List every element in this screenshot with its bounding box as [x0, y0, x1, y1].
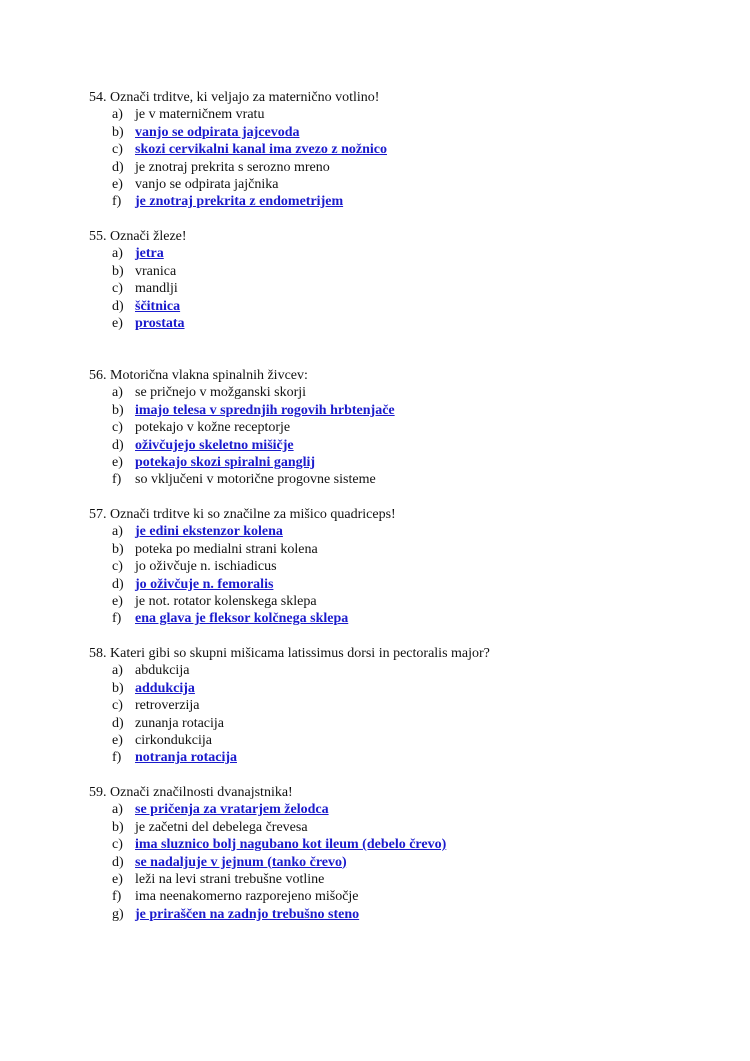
answer-option	[89, 871, 709, 888]
option-text: poteka po medialni strani kolena	[135, 541, 318, 557]
option-letter: a)	[112, 107, 123, 123]
question-block	[89, 89, 709, 211]
answer-option	[89, 471, 709, 488]
answer-option	[89, 419, 709, 436]
option-letter: a)	[112, 385, 123, 401]
option-letter: g)	[112, 906, 124, 922]
option-letter: d)	[112, 576, 124, 592]
option-text: retroverzija	[135, 698, 200, 714]
option-text: vanjo se odpirata jajčnika	[135, 176, 279, 192]
question-text: 59. Označi značilnosti dvanajstnika!	[89, 785, 293, 800]
option-letter: f)	[112, 472, 122, 488]
option-letter: d)	[112, 437, 124, 453]
option-letter: a)	[112, 246, 123, 262]
answer-option	[89, 263, 709, 280]
option-text: leži na levi strani trebušne votline	[135, 871, 325, 887]
answer-option-correct	[89, 801, 709, 818]
option-text: ima sluznico bolj nagubano kot ileum (debelo črevo)	[135, 837, 447, 853]
option-text: oživčujejo skeletno mišičje	[135, 437, 294, 453]
option-text: potekajo v kožne receptorje	[135, 420, 291, 436]
question-text: 55. Označi žleze!	[89, 229, 187, 244]
answer-option	[89, 159, 709, 176]
option-letter: c)	[112, 837, 123, 853]
option-text: je znotraj prekrita s serozno mreno	[135, 159, 330, 175]
option-text: je not. rotator kolenskega sklepa	[135, 593, 317, 609]
option-text: imajo telesa v sprednjih rogovih hrbtenjače	[135, 402, 395, 418]
option-letter: f)	[112, 194, 122, 210]
answer-option	[89, 819, 709, 836]
option-text: jo oživčuje n. ischiadicus	[135, 559, 277, 575]
answer-option	[89, 558, 709, 575]
option-letter: a)	[112, 663, 123, 679]
question-block	[89, 506, 709, 628]
answer-option-correct	[89, 523, 709, 540]
answer-option-correct	[89, 906, 709, 923]
option-text: je znotraj prekrita z endometrijem	[135, 194, 344, 210]
question-text: 56. Motorična vlakna spinalnih živcev:	[89, 368, 308, 383]
option-text: skozi cervikalni kanal ima zvezo z nožnico	[135, 142, 387, 158]
option-text: zunanja rotacija	[135, 715, 225, 731]
option-text: mandlji	[135, 281, 178, 297]
option-letter: e)	[112, 176, 123, 192]
answer-option-correct	[89, 454, 709, 471]
option-text: je začetni del debelega črevesa	[135, 819, 308, 835]
answer-option-correct	[89, 576, 709, 593]
option-text: ena glava je fleksor kolčnega sklepa	[135, 611, 349, 627]
answer-option-correct	[89, 610, 709, 627]
answer-option	[89, 176, 709, 193]
option-text: jetra	[135, 246, 164, 262]
option-letter: b)	[112, 402, 124, 418]
option-text: abdukcija	[135, 663, 190, 679]
question-text: 58. Kateri gibi so skupni mišicama latissimus dorsi in pectoralis major?	[89, 646, 490, 661]
answer-option	[89, 888, 709, 905]
answer-option	[89, 280, 709, 297]
option-letter: a)	[112, 802, 123, 818]
option-text: se pričnejo v možganski skorji	[135, 385, 307, 401]
option-letter: b)	[112, 541, 124, 557]
question-block	[89, 367, 709, 489]
answer-option	[89, 106, 709, 123]
answer-option-correct	[89, 836, 709, 853]
answer-option-correct	[89, 680, 709, 697]
answer-option-correct	[89, 298, 709, 315]
answer-option-correct	[89, 402, 709, 419]
option-text: je v materničnem vratu	[135, 107, 265, 123]
answer-option	[89, 715, 709, 732]
option-letter: d)	[112, 854, 124, 870]
option-text: jo oživčuje n. femoralis	[135, 576, 274, 592]
option-text: so vključeni v motorične progovne sisteme	[135, 472, 376, 488]
question-block	[89, 784, 709, 923]
question-block	[89, 228, 709, 332]
option-text: cirkondukcija	[135, 732, 212, 748]
option-text: vanjo se odpirata jajcevoda	[135, 124, 300, 140]
question-block	[89, 645, 709, 767]
option-letter: e)	[112, 871, 123, 887]
question-text: 57. Označi trditve ki so značilne za mišico quadriceps!	[89, 507, 396, 522]
option-letter: e)	[112, 593, 123, 609]
option-text: notranja rotacija	[135, 750, 237, 766]
option-letter: b)	[112, 819, 124, 835]
option-letter: c)	[112, 142, 123, 158]
option-text: ima neenakomerno razporejeno mišočje	[135, 889, 359, 905]
option-letter: c)	[112, 281, 123, 297]
answer-option	[89, 593, 709, 610]
answer-option-correct	[89, 141, 709, 158]
question-text: 54. Označi trditve, ki veljajo za maternično votlino!	[89, 90, 380, 105]
option-letter: b)	[112, 124, 124, 140]
option-text: je priraščen na zadnjo trebušno steno	[135, 906, 360, 922]
option-letter: e)	[112, 315, 123, 331]
option-text: je edini ekstenzor kolena	[135, 524, 283, 540]
answer-option	[89, 662, 709, 679]
option-text: addukcija	[135, 680, 195, 696]
option-letter: f)	[112, 889, 122, 905]
option-letter: f)	[112, 611, 122, 627]
option-letter: d)	[112, 159, 124, 175]
option-letter: d)	[112, 298, 124, 314]
option-letter: c)	[112, 698, 123, 714]
option-letter: e)	[112, 732, 123, 748]
answer-option	[89, 384, 709, 401]
option-text: potekajo skozi spiralni ganglij	[135, 454, 316, 470]
option-text: vranica	[135, 263, 177, 279]
answer-option-correct	[89, 193, 709, 210]
option-letter: d)	[112, 715, 124, 731]
answer-option-correct	[89, 437, 709, 454]
option-letter: f)	[112, 750, 122, 766]
option-letter: c)	[112, 420, 123, 436]
option-letter: a)	[112, 524, 123, 540]
answer-option	[89, 732, 709, 749]
option-text: se nadaljuje v jejnum (tanko črevo)	[135, 854, 347, 870]
answer-option-correct	[89, 749, 709, 766]
answer-option	[89, 697, 709, 714]
option-letter: b)	[112, 263, 124, 279]
option-letter: e)	[112, 454, 123, 470]
option-letter: c)	[112, 559, 123, 575]
option-text: ščitnica	[135, 298, 181, 314]
answer-option	[89, 541, 709, 558]
option-letter: b)	[112, 680, 124, 696]
option-text: se pričenja za vratarjem želodca	[135, 802, 329, 818]
answer-option-correct	[89, 854, 709, 871]
option-text: prostata	[135, 315, 185, 331]
answer-option-correct	[89, 315, 709, 332]
answer-option-correct	[89, 245, 709, 262]
answer-option-correct	[89, 124, 709, 141]
